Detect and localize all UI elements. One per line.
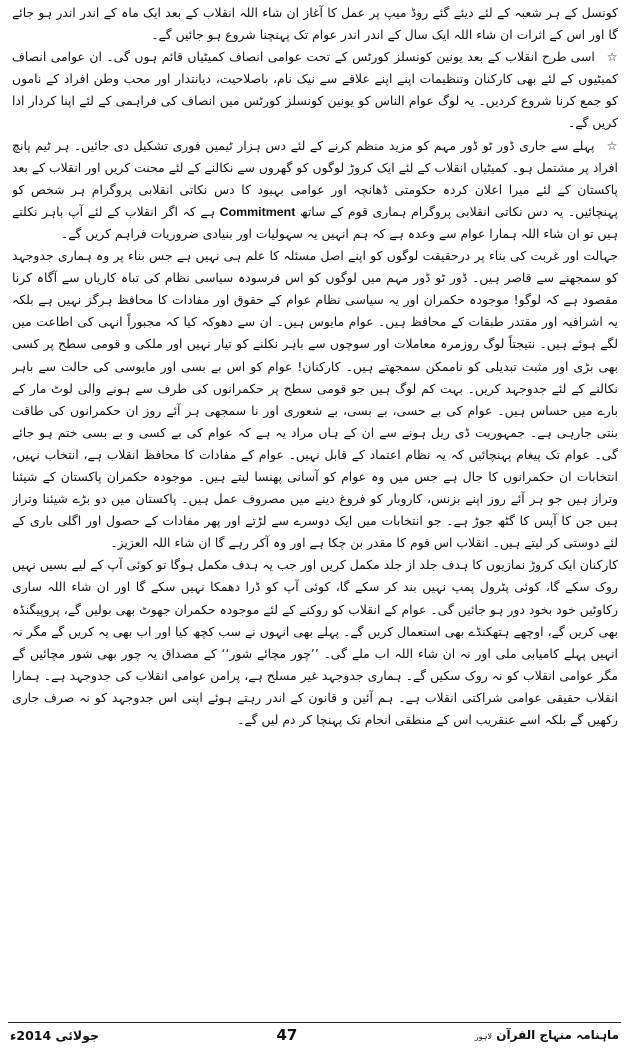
article-body bbox=[12, 2, 618, 1014]
english-word-commitment: Commitment bbox=[219, 204, 296, 219]
paragraph-4: جہالت اور غربت کی بناء پر درحقیقت لوگوں کو اپنے اصل مسئلہ کا علم ہی نہیں ہے جس بناء پر وہ ہماری جدوجہد کو سمجھنے سے قاصر ہیں۔ ڈور ٹو ڈور مہم میں لوگوں کو اس فرسودہ سیاسی نظام کی تباہ کاریاں سے آگاہ کرنا مقصود ہے کہ لوگو! موجودہ حکمران اور یہ سیاسی نظام عوام کے حقوق اور مفادات کا محافظ ہرگز نہیں ہے بلکہ یہ اشرافیہ اور مقتدر طبقات کے محافظ ہیں۔ عوام مایوس ہیں۔ ان سے دھوکہ کیا کہ مجبوراً انہی کی اطاعت میں لگے ہوئے ہیں۔ نتیجتاً لوگ روزمرہ معاملات اور سوچوں سے باہر نکلنے کو تیار نہیں اور ملکی و قومی سطح پر کسی بھی بڑی اور مثبت تبدیلی کو ناممکن سمجھتے ہیں۔ کارکنان! عوام کو اس بے بسی اور مایوسی کی حالت سے باہر نکالنے کے لئے جدوجہد کریں۔ بہت کم لوگ ہیں جو قومی سطح پر حکمرانوں کی طرف سے ہونے والی لوٹ مار کے بارے میں حساس ہیں۔ عوام کی بے حسی، بے بسی، بے شعوری اور نا سمجھی ہر آئے روز ان حکمرانوں کی طاقت بنتی جارہی ہے۔ جمہوریت ڈی ریل ہونے سے ان کے ہاں مراد یہ ہے کہ عوام کی بے کسی و بے بسی ختم ہو جائے گی۔ عوام تک پیغام پہنچائیں کہ یہ نظام اعتماد کے قابل نہیں۔ عوام کے مفادات کا محافظ انقلاب ہے، انتخاب نہیں، انتخابات ان حکمرانوں کا جال ہے جس میں وہ عوام کو آسانی پھنسا لیتے ہیں۔ موجودہ حکمران پاکستان کے شیئنا وتراز ہیں جو ہر آئے روز اپنے بزنس، کاروبار کو فروغ دینے میں مصروف عمل ہیں۔ پاکستان میں دو بڑے شیئنا وتراز ہیں جن کا آپس کا گٹھ جوڑ ہے۔ جو انتخابات میں ایک دوسرے سے لڑتے اور پھر مفادات کے حصول اور اگلی باری کے لئے دوستی کر لیتے ہیں۔ انقلاب اس قوم کا مقدر بن چکا ہے اور وہ آکر رہے گا ان شاء اللہ العزیز۔ bbox=[12, 248, 618, 551]
page-footer bbox=[10, 1024, 619, 1046]
paragraph-1: کونسل کے ہر شعبہ کے لئے دیئے گئے روڈ میپ پر عمل کا آغاز ان شاء اللہ انقلاب کے بعد ایک ماہ کے اندر اندر ہو جائے گا اور اس کے اثرات ان شاء اللہ ایک سال کے اندر اندر عوام تک پہنچنا شروع ہو جائیں گے۔ bbox=[12, 5, 618, 43]
issue-date: جولائی 2014ء bbox=[10, 1027, 100, 1043]
star-bullet-icon: ☆ bbox=[606, 50, 618, 65]
magazine-title: ماہنامہ منہاج القرآن لاہور bbox=[474, 1028, 619, 1042]
footer-divider bbox=[8, 1022, 621, 1023]
paragraph-3: ☆ پہلے سے جاری ڈور ٹو ڈور مہم کو مزید منظم کرنے کے لئے دس ہزار ٹیمیں فوری تشکیل دی جائیں۔ ہر ٹیم پانچ افراد پر مشتمل ہو۔ کمیٹیاں انقلاب کے لئے ایک کروڑ لوگوں کو گھروں سے نکالنے کے لئے محنت کریں اور انقلاب کے بعد پاکستان کے لئے میرا اعلان کردہ حکومتی ڈھانچہ اور عوامی بہبود کا دس نکاتی انقلابی پروگرام ہر شخص کو پہنچائیں۔ یہ دس نکاتی انقلابی پروگرام ہماری قوم کے ساتھ Commitment ہے کہ اگر انقلاب کے لئے آپ باہر نکلتے ہیں تو ان شاء اللہ ہمارا عوام سے وعدہ ہے کہ ہم انہیں یہ سہولیات اور بنیادی ضروریات فراہم کریں گے۔ bbox=[12, 137, 618, 241]
page-number: 47 bbox=[276, 1026, 298, 1044]
paragraph-5: کارکنان ایک کروڑ نمازیوں کا ہدف جلد از جلد مکمل کریں اور جب یہ ہدف مکمل ہوگا تو کوئی آپ کے لیے بسیں نہیں روک سکے گا، کوئی پٹرول پمپ نہیں بند کر سکے گا، کوئی آپ کو ڈرا دھمکا نہیں سکے گا اور ان شاء اللہ ساری رکاوٹیں خود بخود دور ہو جائیں گی۔ عوام کے انقلاب کو روکنے کے لئے موجودہ حکمران جھوٹ بھی بولیں گے، پروپیگنڈہ بھی کریں گے، اوچھے ہتھکنڈے بھی استعمال کریں گے۔ پہلے بھی انہوں نے سب کچھ کیا اور اب بھی یہ کریں گے مگر نہ انہیں پہلے کامیابی ملی اور نہ ان شاء اللہ اب ملے گی۔ ’’چور مچائے شور‘‘ کے مصداق یہ چور بھی شور مچائیں گے مگر عوامی انقلاب کو نہ روک سکیں گے۔ ہماری جدوجہد غیر مسلح ہے، پرامن عوامی انقلاب کی جدوجہد ہے۔ ہمارا انقلاب حقیقی عوامی شراکتی انقلاب ہے۔ ہم آئین و قانون کے اندر رہتے ہوئے اپنی اس جدوجہد کو نہ صرف جاری رکھیں گے بلکہ اسے عنقریب اس کے منطقی انجام تک پہنچا کر دم لیں گے۔ bbox=[12, 557, 618, 727]
magazine-city: لاہور bbox=[474, 1032, 493, 1041]
paragraph-2: ☆ اسی طرح انقلاب کے بعد یونین کونسلز کورٹس کے تحت عوامی انصاف کمیٹیاں قائم ہوں گی۔ ان عوامی انصاف کمیٹیوں کے لئے بھی کارکنان وتنظیمات اپنے اپنے علاقے سے نیک نام، باصلاحیت، دیانتدار اور محب وطن افراد کے ناموں کو جمع کرنا شروع کردیں۔ یہ لوگ عوام الناس کو یونین کونسلز کورٹس میں انصاف کی فراہمی کے لئے اپنا کردار ادا کریں گے۔ bbox=[12, 49, 618, 131]
star-bullet-icon: ☆ bbox=[606, 138, 618, 153]
